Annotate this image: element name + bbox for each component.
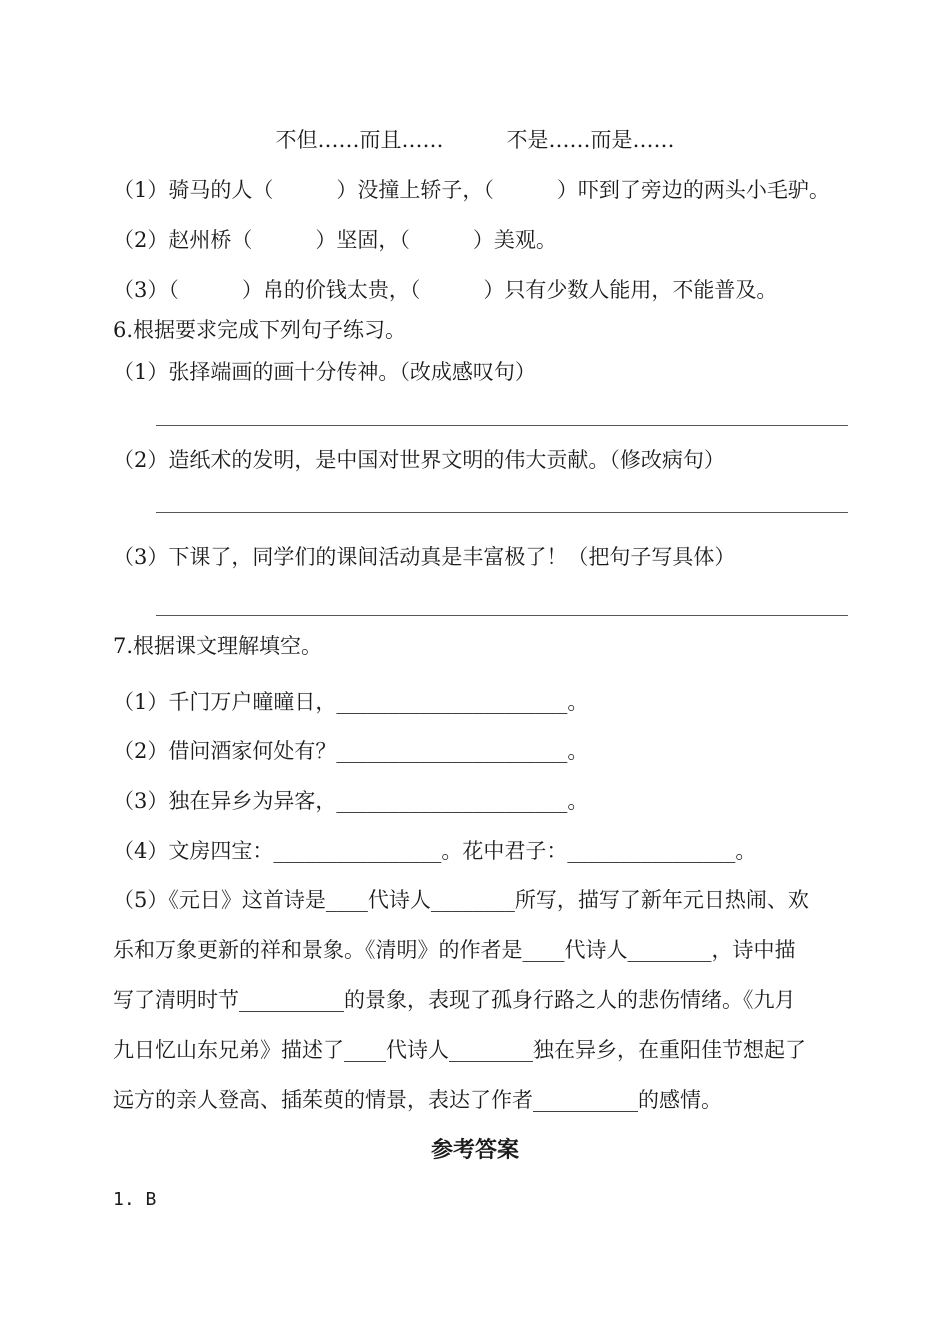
q7-para5-line-4: 九日忆山东兄弟》描述了____代诗人________独在异乡，在重阳佳节想起了 — [113, 1038, 806, 1062]
q6-heading: 6.根据要求完成下列句子练习。 — [113, 318, 407, 342]
q7-para5-line-2: 乐和万象更新的祥和景象。《清明》的作者是____代诗人________，诗中描 — [113, 938, 796, 962]
q7-para5-line-5: 远方的亲人登高、插茱萸的情景，表达了作者__________的感情。 — [113, 1088, 722, 1112]
q6-item-3: （3）下课了，同学们的课间活动真是丰富极了！（把句子写具体） — [113, 545, 736, 569]
q5-options: 不但……而且…… 不是……而是…… — [275, 128, 675, 152]
q6-item-1: （1）张择端画的画十分传神。（改成感叹句） — [113, 360, 536, 384]
q7-item-1: （1）千门万户曈曈日，______________________。 — [113, 690, 589, 714]
q6-answer-line-2 — [156, 512, 848, 513]
q6-answer-line-1 — [156, 425, 848, 426]
q6-item-2: （2）造纸术的发明，是中国对世界文明的伟大贡献。（修改病句） — [113, 448, 725, 472]
q7-item-3: （3）独在异乡为异客，______________________。 — [113, 789, 589, 813]
q7-heading: 7.根据课文理解填空。 — [113, 634, 323, 658]
q7-item-2: （2）借问酒家何处有？______________________。 — [113, 739, 589, 763]
q5-item-3: （3）（ ）帛的价钱太贵，（ ）只有少数人能用，不能普及。 — [113, 278, 778, 302]
q7-para5-line-1: （5）《元日》这首诗是____代诗人________所写，描写了新年元日热闹、欢 — [113, 888, 809, 912]
answers-title: 参考答案 — [430, 1137, 519, 1163]
q5-item-2: （2）赵州桥（ ）坚固，（ ）美观。 — [113, 228, 557, 252]
q7-para5-line-3: 写了清明时节__________的景象，表现了孤身行路之人的悲伤情绪。《九月 — [113, 988, 796, 1012]
answer-1: 1. B — [113, 1189, 157, 1210]
q6-answer-line-3 — [156, 615, 848, 616]
q5-item-1: （1）骑马的人（ ）没撞上轿子，（ ）吓到了旁边的两头小毛驴。 — [113, 178, 830, 202]
q7-item-4: （4）文房四宝：________________。花中君子：________________。 — [113, 839, 757, 863]
